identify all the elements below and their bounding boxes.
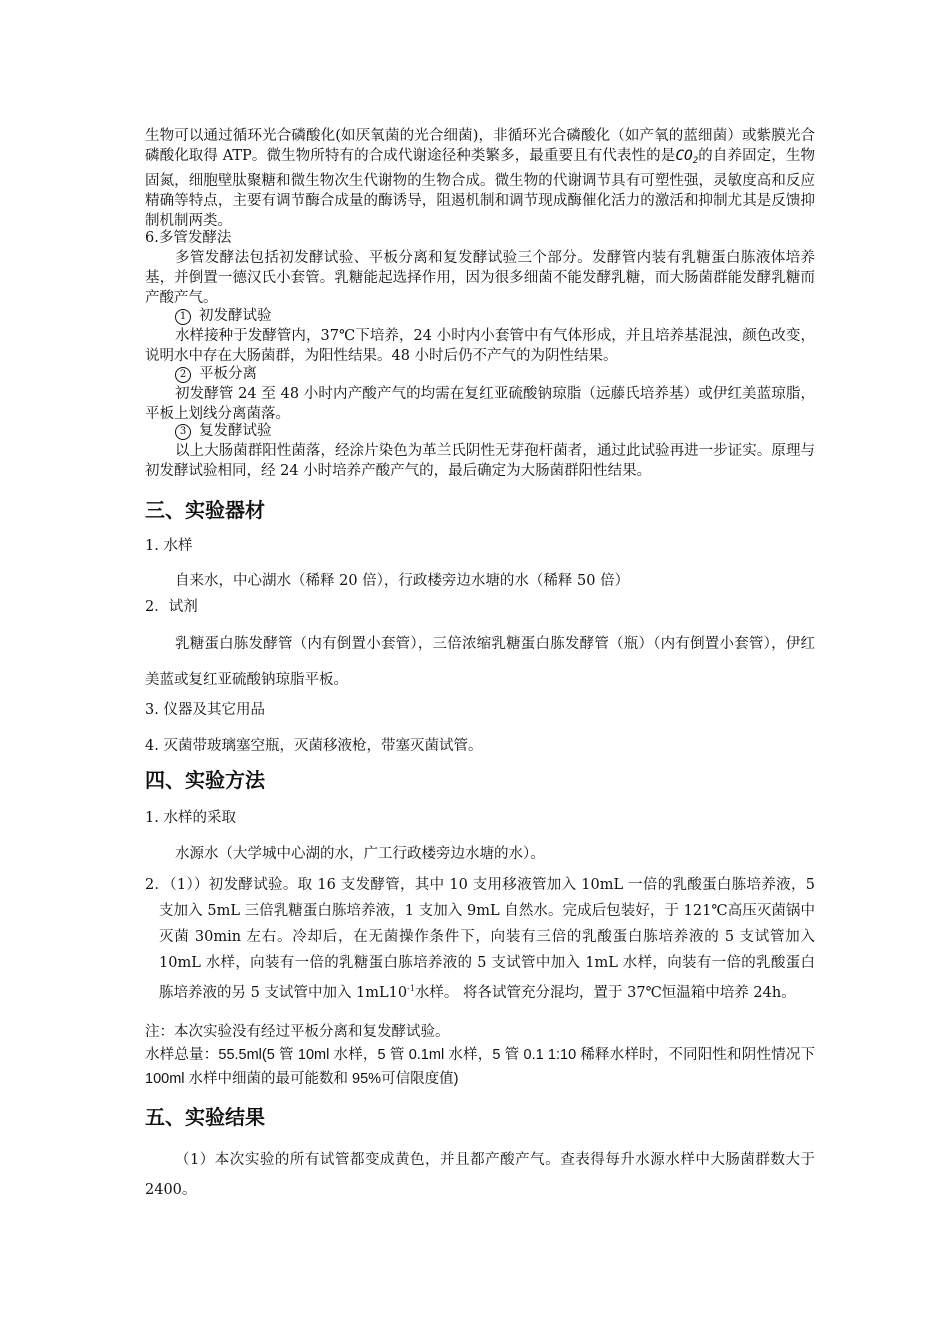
intro-paragraph	[145, 126, 815, 231]
intro-text-a: 生物可以通过循环光合磷酸化(如厌氧菌的光合细菌)，非循环光合磷酸化（如产氧的蓝细菌）或紫膜光合磷酸化取得 ATP。微生物所特有的合成代谢途径种类繁多，最重要且有代表性的是	[145, 128, 815, 164]
section3-item-4-title: 4. 灭菌带玻璃塞空瓶，灭菌移液枪，带塞灭菌试管。	[145, 738, 483, 754]
section4-item-1-text: 水源水（大学城中心湖的水，广工行政楼旁边水塘的水）。	[175, 846, 545, 862]
section3-item-2-title: 2．试剂	[145, 599, 198, 615]
method6-item-1-title: 1 初发酵试验	[145, 306, 815, 326]
method6-item-3-text: 以上大肠菌群阳性菌落，经涂片染色为革兰氏阴性无芽孢杆菌者，通过此试验再进一步证实。原理与初发酵试验相同，经 24 小时培养产酸产气的，最后确定为大肠菌群阳性结果。	[145, 443, 815, 479]
method6-item-2-title: 2 平板分离	[145, 364, 815, 384]
section4-heading: 四、实验方法	[145, 768, 265, 792]
section3-heading: 三、实验器材	[145, 498, 265, 522]
method6-item-1-text: 水样接种于发酵管内，37℃下培养，24 小时内小套管中有气体形成，并且培养基混浊，颜色改变，说明水中存在大肠菌群，为阳性结果。48 小时后仍不产气的为阴性结果。	[145, 328, 815, 364]
section4-total: 水样总量：55.5ml(5 管 10ml 水样，5 管 0.1ml 水样，5 管 0.1 1:10 稀释水样时，不同阳性和阴性情况下 100ml 水样中细菌的最可能数和 95%可信限度值)	[145, 1047, 815, 1087]
method6-item-2-text: 初发酵管 24 至 48 小时内产酸产气的均需在复红亚硫酸钠琼脂（远藤氏培养基）或伊红美蓝琼脂，平板上划线分离菌落。	[145, 386, 815, 422]
co2-formula: $CO_2$	[675, 148, 699, 166]
section4-item-1-title: 1. 水样的采取	[145, 810, 236, 826]
circled-number-icon: 1	[175, 309, 191, 325]
intro-text-b: 的自养固定，生物固氮，细胞壁肽聚糖和微生物次生代谢物的生物合成。微生物的代谢调节具有可塑性强，灵敏度高和反应精确等特点，主要有调节酶合成量的酶诱导，阻遏机制和调节现成酶催化活力的激活和抑制尤其是反馈抑制机制两类。	[145, 148, 816, 229]
circled-number-icon: 3	[175, 424, 191, 440]
section4-item-2-text: 2．（1））初发酵试验。取 16 支发酵管，其中 10 支用移液管加入 10mL 一倍的乳酸蛋白胨培养液，5 支加入 5mL 三倍乳糖蛋白胨培养液，1 支加入 9mL 自然水。完成后包装好，于 121℃高压灭菌锅中灭菌 30min 左右。冷却后，在无菌操作条件下，向装有三倍的乳酸蛋白胨培养液的 5 支试管加入 10mL 水样，向装有一倍的乳糖蛋白胨培养液的 5 支试管中加入 1mL 水样，向装有一倍的乳酸蛋白胨培养液的另 5 支试管中加入 $1mL10^{-1}$水样。 将各试管充分混均，置于 37℃恒温箱中培养 24h。	[145, 877, 815, 1001]
section4-note: 注：本次实验没有经过平板分离和复发酵试验。	[145, 1024, 450, 1040]
circled-number-icon: 2	[175, 367, 191, 383]
section3-item-1-title: 1. 水样	[145, 538, 193, 554]
section5-heading: 五、实验结果	[145, 1105, 265, 1129]
section3-item-2-text: 乳糖蛋白胨发酵管（内有倒置小套管），三倍浓缩乳糖蛋白胨发酵管（瓶）（内有倒置小套管），伊红美蓝或复红亚硫酸钠琼脂平板。	[145, 636, 815, 688]
method6-title: 6.多管发酵法	[145, 230, 232, 246]
section5-result: （1）本次实验的所有试管都变成黄色，并且都产酸产气。查表得每升水源水样中大肠菌群数大于 2400。	[145, 1152, 815, 1198]
method6-paragraph: 多管发酵法包括初发酵试验、平板分离和复发酵试验三个部分。发酵管内装有乳糖蛋白胨液体培养基，并倒置一德汉氏小套管。乳糖能起选择作用，因为很多细菌不能发酵乳糖，而大肠菌群能发酵乳糖而产酸产气。	[145, 250, 815, 306]
section3-item-1-text: 自来水，中心湖水（稀释 20 倍），行政楼旁边水塘的水（稀释 50 倍）	[175, 573, 630, 589]
section3-item-3-title: 3. 仪器及其它用品	[145, 702, 265, 718]
method6-item-3-title: 3 复发酵试验	[145, 421, 815, 441]
